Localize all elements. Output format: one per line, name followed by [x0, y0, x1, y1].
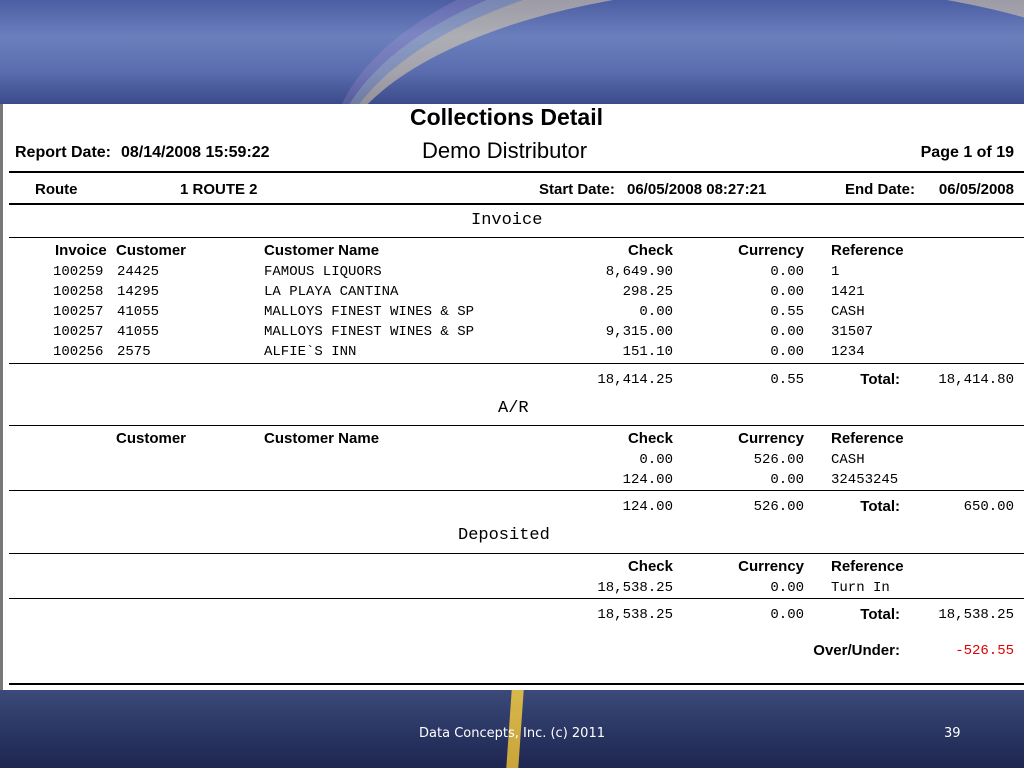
col-header-customer: Customer [116, 242, 187, 259]
col-header-customer: Customer [116, 430, 187, 447]
ar-total-label: Total: [860, 498, 900, 515]
customer-id: 41055 [117, 324, 160, 340]
reference: 1421 [831, 284, 865, 300]
col-header-reference: Reference [831, 242, 904, 259]
customer-id: 14295 [117, 284, 160, 300]
customer-id: 2575 [117, 344, 151, 360]
col-header-customer-name: Customer Name [264, 430, 380, 447]
currency-amount: 0.00 [770, 344, 804, 360]
ar-total-currency: 526.00 [753, 499, 804, 515]
footer-copyright: Data Concepts, Inc. (c) 2011 [419, 726, 605, 741]
customer-name: LA PLAYA CANTINA [264, 284, 399, 300]
check-amount: 151.10 [622, 344, 673, 360]
reference: 31507 [831, 324, 874, 340]
col-header-check: Check [627, 558, 673, 575]
slide-header-background [0, 0, 1024, 104]
divider [9, 490, 1024, 491]
currency-amount: 0.00 [770, 284, 804, 300]
customer-id: 24425 [117, 264, 160, 280]
currency-amount: 0.00 [770, 324, 804, 340]
ar-total-check: 124.00 [622, 499, 673, 515]
route-value: 1 ROUTE 2 [180, 181, 258, 198]
divider [9, 598, 1024, 599]
reference: Turn In [831, 580, 890, 596]
col-header-currency: Currency [738, 430, 804, 447]
reference: 1234 [831, 344, 865, 360]
reference: 1 [831, 264, 840, 280]
currency-amount: 0.00 [770, 264, 804, 280]
end-date: 06/05/2008 [938, 181, 1014, 198]
divider [9, 171, 1024, 173]
col-header-invoice: Invoice [55, 242, 107, 259]
divider [9, 237, 1024, 238]
deposited-total-check: 18,538.25 [597, 607, 673, 623]
divider [9, 425, 1024, 426]
divider [9, 553, 1024, 554]
col-header-reference: Reference [831, 558, 904, 575]
currency-amount: 0.00 [770, 472, 804, 488]
deposited-total-currency: 0.00 [770, 607, 804, 623]
report-date-label: Report Date: [15, 144, 112, 161]
over-under-value: -526.55 [955, 643, 1014, 659]
check-amount: 0.00 [639, 452, 673, 468]
customer-name: FAMOUS LIQUORS [264, 264, 382, 280]
end-date-label: End Date: [845, 181, 916, 198]
currency-amount: 526.00 [753, 452, 804, 468]
check-amount: 0.00 [639, 304, 673, 320]
invoice-section-title: Invoice [471, 211, 543, 230]
report-title: Collections Detail [410, 104, 603, 130]
deposited-section-title: Deposited [458, 526, 550, 545]
col-header-currency: Currency [738, 242, 804, 259]
check-amount: 124.00 [622, 472, 673, 488]
col-header-reference: Reference [831, 430, 904, 447]
col-header-check: Check [627, 242, 673, 259]
check-amount: 9,315.00 [605, 324, 673, 340]
customer-name: MALLOYS FINEST WINES & SP [264, 304, 475, 320]
col-header-check: Check [627, 430, 673, 447]
divider [9, 683, 1024, 685]
invoice-number: 100257 [53, 304, 104, 320]
page-indicator: Page 1 of 19 [920, 144, 1014, 161]
reference: CASH [831, 304, 865, 320]
col-header-customer-name: Customer Name [264, 242, 380, 259]
check-amount: 18,538.25 [597, 580, 673, 596]
check-amount: 8,649.90 [605, 264, 673, 280]
ar-total: 650.00 [963, 499, 1014, 515]
start-date-label: Start Date: [539, 181, 615, 198]
customer-name: ALFIE`S INN [264, 344, 357, 360]
over-under-label: Over/Under: [813, 642, 900, 659]
slide-number: 39 [944, 726, 961, 741]
route-label: Route [35, 181, 78, 198]
col-header-currency: Currency [738, 558, 804, 575]
reference: CASH [831, 452, 865, 468]
divider [9, 363, 1024, 364]
deposited-total-label: Total: [860, 606, 900, 623]
invoice-total-check: 18,414.25 [597, 372, 673, 388]
invoice-number: 100258 [53, 284, 104, 300]
reference: 32453245 [831, 472, 899, 488]
divider [9, 203, 1024, 205]
customer-id: 41055 [117, 304, 160, 320]
invoice-number: 100257 [53, 324, 104, 340]
invoice-number: 100259 [53, 264, 104, 280]
invoice-total-currency: 0.55 [770, 372, 804, 388]
collections-report [0, 104, 1024, 690]
customer-name: MALLOYS FINEST WINES & SP [264, 324, 475, 340]
ar-section-title: A/R [498, 399, 529, 418]
currency-amount: 0.55 [770, 304, 804, 320]
rainbow-decoration [330, 0, 1024, 104]
report-date: 08/14/2008 15:59:22 [121, 144, 270, 161]
invoice-total: 18,414.80 [938, 372, 1014, 388]
company-name: Demo Distributor [422, 138, 588, 163]
invoice-total-label: Total: [860, 371, 900, 388]
deposited-total: 18,538.25 [938, 607, 1014, 623]
check-amount: 298.25 [622, 284, 673, 300]
start-date: 06/05/2008 08:27:21 [627, 181, 767, 198]
currency-amount: 0.00 [770, 580, 804, 596]
invoice-number: 100256 [53, 344, 104, 360]
